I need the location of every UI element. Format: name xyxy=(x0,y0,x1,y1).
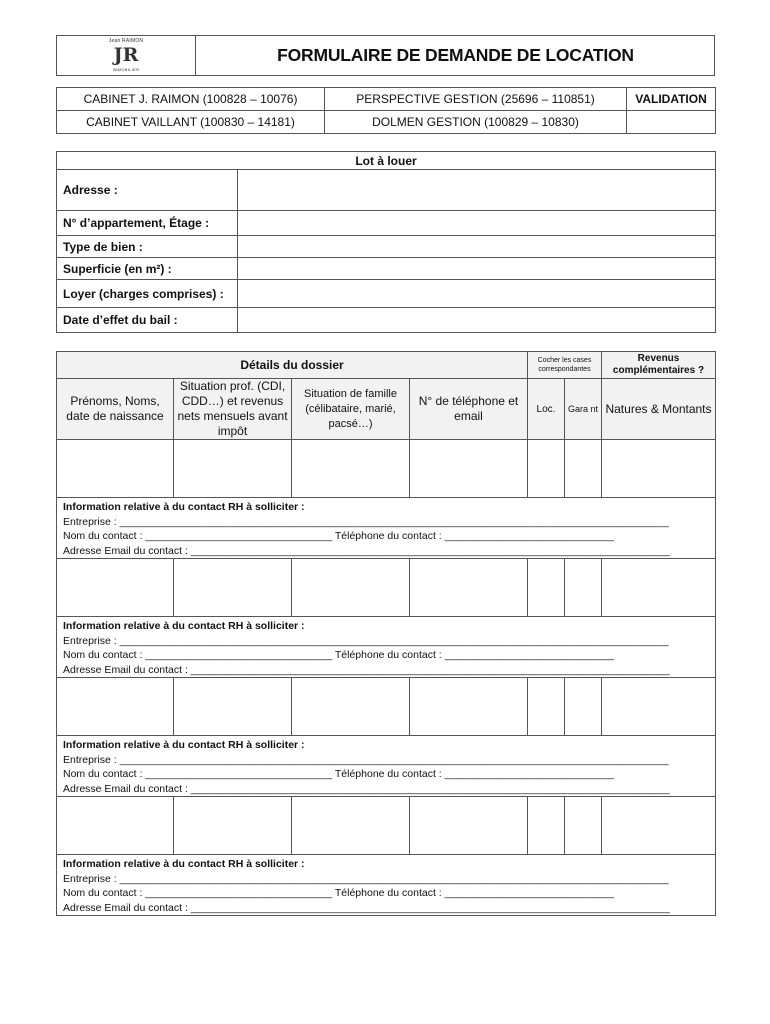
names-field[interactable] xyxy=(57,559,174,617)
surface-field[interactable] xyxy=(238,258,716,280)
col-garant-header: Gara nt xyxy=(565,379,602,440)
cabinets-table xyxy=(56,87,716,134)
address-label: Adresse : xyxy=(57,170,238,211)
famille-field[interactable] xyxy=(292,678,410,736)
col-names-header: Prénoms, Noms, date de naissance xyxy=(57,379,174,440)
names-field[interactable] xyxy=(57,797,174,855)
rh-heading: Information relative à du contact RH à solliciter : xyxy=(63,620,305,632)
cabinet-perspective: PERSPECTIVE GESTION (25696 – 110851) xyxy=(325,88,627,111)
property-type-field[interactable] xyxy=(238,236,716,258)
garant-checkbox[interactable] xyxy=(565,440,602,498)
rent-label: Loyer (charges comprises) : xyxy=(57,280,238,308)
lease-date-label: Date d’effet du bail : xyxy=(57,308,238,333)
candidate-row xyxy=(57,678,716,736)
revenus-header: Revenus complémentaires ? xyxy=(602,352,716,379)
rh-heading: Information relative à du contact RH à solliciter : xyxy=(63,858,305,870)
situation-prof-field[interactable] xyxy=(174,797,292,855)
rh-heading: Information relative à du contact RH à solliciter : xyxy=(63,739,305,751)
dossier-table xyxy=(56,351,716,916)
rh-heading: Information relative à du contact RH à solliciter : xyxy=(63,501,305,513)
form-header xyxy=(56,35,715,76)
property-type-label: Type de bien : xyxy=(57,236,238,258)
company-logo xyxy=(57,36,196,75)
col-loc-header: Loc. xyxy=(528,379,565,440)
cabinet-raimon: CABINET J. RAIMON (100828 – 10076) xyxy=(57,88,325,111)
form-title: FORMULAIRE DE DEMANDE DE LOCATION xyxy=(277,45,634,65)
logo-bottom-text: IMMOBILIER xyxy=(112,67,140,72)
cabinet-dolmen: DOLMEN GESTION (100829 – 10830) xyxy=(325,111,627,134)
tel-field[interactable] xyxy=(410,678,528,736)
cabinet-vaillant: CABINET VAILLANT (100830 – 14181) xyxy=(57,111,325,134)
logo-top-text: Jean RAIMON xyxy=(108,38,144,44)
lease-date-field[interactable] xyxy=(238,308,716,333)
natures-field[interactable] xyxy=(602,797,716,855)
garant-checkbox[interactable] xyxy=(565,797,602,855)
rh-nom-line[interactable]: Nom du contact : ________________________________ Téléphone du contact : _____________________________ xyxy=(63,649,614,661)
loc-checkbox[interactable] xyxy=(528,797,565,855)
validation-field[interactable] xyxy=(627,111,716,134)
dossier-heading: Détails du dossier xyxy=(57,352,528,379)
rh-nom-line[interactable]: Nom du contact : ________________________________ Téléphone du contact : _____________________________ xyxy=(63,768,614,780)
tel-field[interactable] xyxy=(410,797,528,855)
cocher-header: Cocher les cases correspondantes xyxy=(528,352,602,379)
apartment-floor-field[interactable] xyxy=(238,211,716,236)
rh-nom-line[interactable]: Nom du contact : ________________________________ Téléphone du contact : _____________________________ xyxy=(63,887,614,899)
rh-email-line[interactable]: Adresse Email du contact : __________________________________________________________________________________ xyxy=(63,901,670,914)
rent-field[interactable] xyxy=(238,280,716,308)
loc-checkbox[interactable] xyxy=(528,678,565,736)
loc-checkbox[interactable] xyxy=(528,559,565,617)
natures-field[interactable] xyxy=(602,440,716,498)
lot-table xyxy=(56,151,716,333)
situation-prof-field[interactable] xyxy=(174,559,292,617)
validation-header: VALIDATION xyxy=(627,88,716,111)
rh-nom-line[interactable]: Nom du contact : ________________________________ Téléphone du contact : _____________________________ xyxy=(63,530,614,542)
rh-entreprise-line[interactable]: Entreprise : ______________________________________________________________________________________________ xyxy=(63,872,669,885)
rh-email-line[interactable]: Adresse Email du contact : __________________________________________________________________________________ xyxy=(63,782,670,795)
col-natures-header: Natures & Montants xyxy=(602,379,716,440)
rh-contact-block[interactable] xyxy=(57,498,716,559)
natures-field[interactable] xyxy=(602,678,716,736)
tel-field[interactable] xyxy=(410,559,528,617)
col-famille-header: Situation de famille (célibataire, marié, pacsé…) xyxy=(292,379,410,440)
rh-contact-block[interactable] xyxy=(57,736,716,797)
famille-field[interactable] xyxy=(292,440,410,498)
garant-checkbox[interactable] xyxy=(565,678,602,736)
logo-monogram: JR xyxy=(113,44,139,66)
col-tel-header: N° de téléphone et email xyxy=(410,379,528,440)
loc-checkbox[interactable] xyxy=(528,440,565,498)
candidate-row xyxy=(57,797,716,855)
tel-field[interactable] xyxy=(410,440,528,498)
natures-field[interactable] xyxy=(602,559,716,617)
rh-email-line[interactable]: Adresse Email du contact : __________________________________________________________________________________ xyxy=(63,663,670,676)
situation-prof-field[interactable] xyxy=(174,440,292,498)
rh-entreprise-line[interactable]: Entreprise : ______________________________________________________________________________________________ xyxy=(63,515,669,528)
rh-entreprise-line[interactable]: Entreprise : ______________________________________________________________________________________________ xyxy=(63,634,669,647)
names-field[interactable] xyxy=(57,440,174,498)
situation-prof-field[interactable] xyxy=(174,678,292,736)
rh-contact-block[interactable] xyxy=(57,617,716,678)
candidate-row xyxy=(57,440,716,498)
candidate-row xyxy=(57,559,716,617)
rh-contact-block[interactable] xyxy=(57,855,716,916)
garant-checkbox[interactable] xyxy=(565,559,602,617)
col-situation-prof-header: Situation prof. (CDI, CDD…) et revenus nets mensuels avant impôt xyxy=(174,379,292,440)
famille-field[interactable] xyxy=(292,559,410,617)
address-field[interactable] xyxy=(238,170,716,211)
famille-field[interactable] xyxy=(292,797,410,855)
apartment-floor-label: N° d’appartement, Étage : xyxy=(57,211,238,236)
names-field[interactable] xyxy=(57,678,174,736)
rh-entreprise-line[interactable]: Entreprise : ______________________________________________________________________________________________ xyxy=(63,753,669,766)
surface-label: Superficie (en m²) : xyxy=(57,258,238,280)
rh-email-line[interactable]: Adresse Email du contact : __________________________________________________________________________________ xyxy=(63,544,670,557)
lot-heading: Lot à louer xyxy=(57,152,716,170)
